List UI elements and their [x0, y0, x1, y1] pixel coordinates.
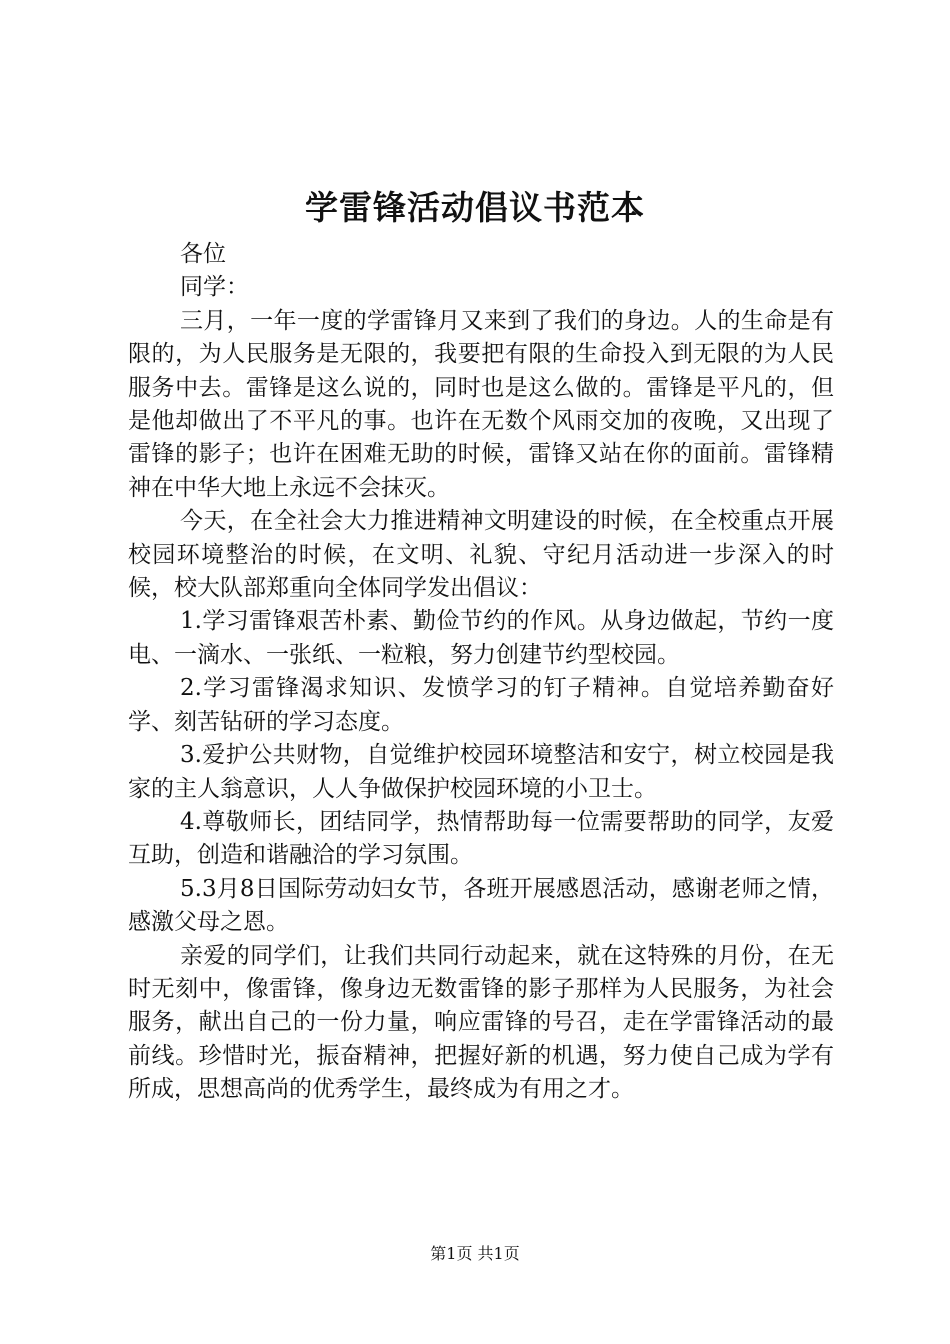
proposal-item-2: 2.学习雷锋渴求知识、发愤学习的钉子精神。自觉培养勤奋好学、刻苦钻研的学习态度。: [128, 675, 834, 735]
paragraph-closing: 亲爱的同学们，让我们共同行动起来，就在这特殊的月份，在无时无刻中，像雷锋，像身边无数雷锋的影子那样为人民服务，为社会服务，献出自己的一份力量，响应雷锋的号召，走在学雷锋活动的最前线。珍惜时光，振奋精神，把握好新的机遇，努力使自己成为学有所成，思想高尚的优秀学生，最终成为有用之才。: [128, 942, 834, 1103]
proposal-item-3: 3.爱护公共财物，自觉维护校园环境整洁和安宁，树立校园是我家的主人翁意识，人人争做保护校园环境的小卫士。: [128, 742, 834, 802]
page-footer: 第1页 共1页: [430, 1244, 520, 1263]
document-body: [128, 238, 834, 1107]
paragraph-proposal: 今天，在全社会大力推进精神文明建设的时候，在全校重点开展校园环境整治的时候，在文明、礼貌、守纪月活动进一步深入的时候，校大队部郑重向全体同学发出倡议：: [128, 508, 834, 602]
salutation-line-2: 同学：: [180, 274, 249, 301]
proposal-item-5: 5.3月8日国际劳动妇女节，各班开展感恩活动，感谢老师之情，感激父母之恩。: [128, 875, 834, 936]
proposal-item-4: 4.尊敬师长，团结同学，热情帮助每一位需要帮助的同学，友爱互助，创造和谐融洽的学习氛围。: [128, 808, 834, 869]
salutation-line-1: 各位: [180, 241, 226, 267]
proposal-item-1: 1.学习雷锋艰苦朴素、勤俭节约的作风。从身边做起，节约一度电、一滴水、一张纸、一粒粮，努力创建节约型校园。: [128, 608, 834, 668]
document-title: 学雷锋活动倡议书范本: [305, 188, 645, 227]
paragraph-intro: 三月，一年一度的学雷锋月又来到了我们的身边。人的生命是有限的，为人民服务是无限的，我要把有限的生命投入到无限的为人民服务中去。雷锋是这么说的，同时也是这么做的。雷锋是平凡的，但是他却做出了不平凡的事。也许在无数个风雨交加的夜晚，又出现了雷锋的影子；也许在困难无助的时候，雷锋又站在你的面前。雷锋精神在中华大地上永远不会抹灭。: [128, 307, 834, 501]
